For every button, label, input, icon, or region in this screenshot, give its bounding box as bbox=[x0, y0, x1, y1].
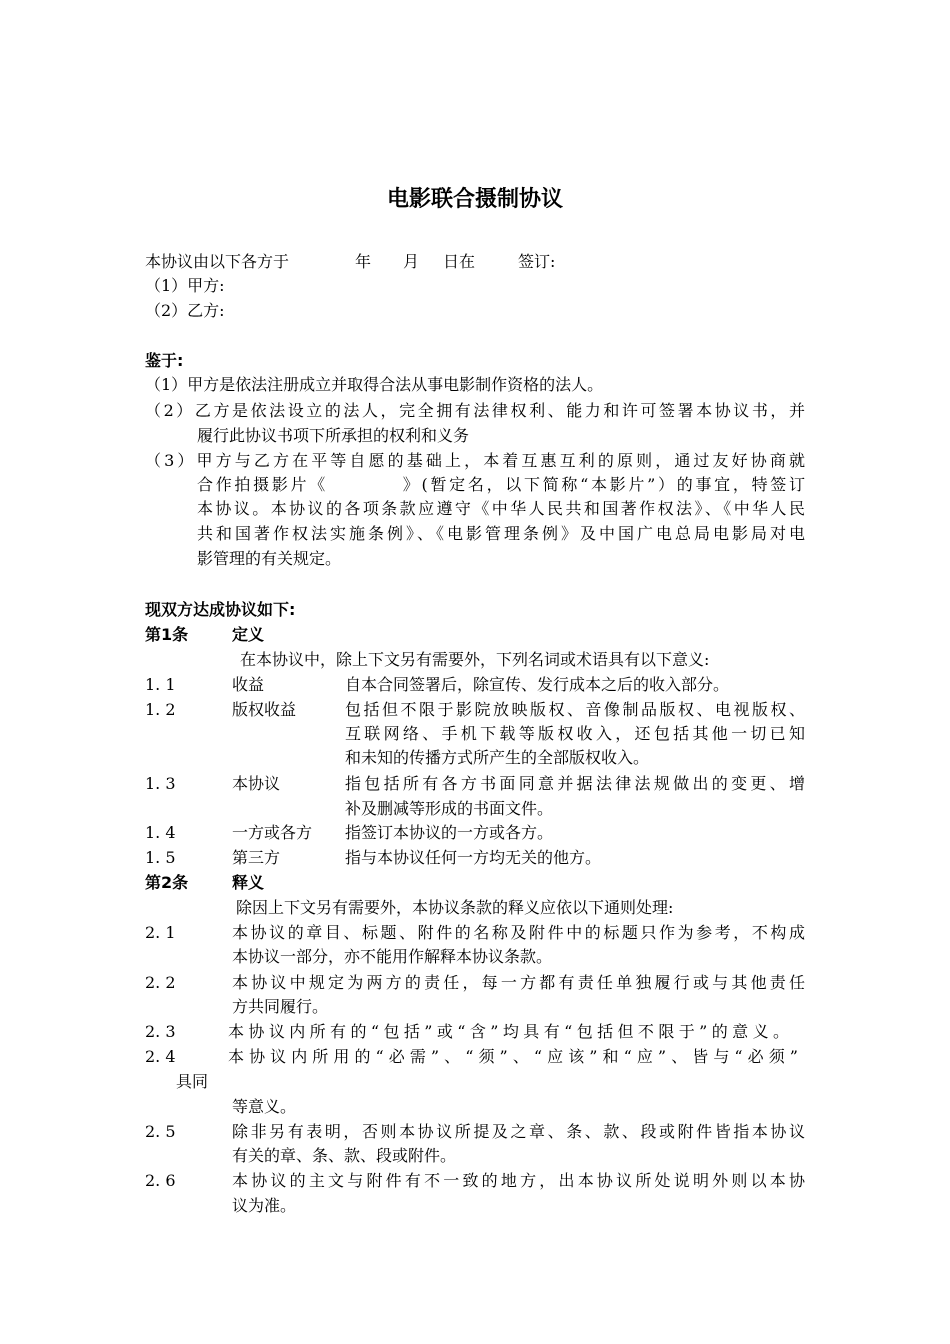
definition-1-2-line-3: 和未知的传播方式所产生的全部版权收入。 bbox=[345, 748, 650, 767]
article-2-number: 第2条 bbox=[145, 873, 189, 892]
whereas-heading: 鉴于: bbox=[145, 351, 184, 370]
definition-1-4-text: 指签订本协议的一方或各方。 bbox=[345, 823, 554, 842]
clause-2-6-number: 2. 6 bbox=[145, 1171, 176, 1190]
definition-1-3-line-2: 补及删减等形成的书面文件。 bbox=[345, 799, 554, 818]
clause-2-6-line-1: 本协议的主文与附件有不一致的地方，出本协议所处说明外则以本协 bbox=[232, 1171, 805, 1190]
definition-1-3-number: 1. 3 bbox=[145, 774, 176, 793]
clause-2-6-line-2: 议为准。 bbox=[232, 1196, 297, 1215]
definition-1-2-line-2: 互联网络、手机下载等版权收入，还包括其他一切已知 bbox=[345, 724, 805, 743]
definition-1-2-term: 版权收益 bbox=[232, 700, 297, 719]
article-1-name: 定义 bbox=[232, 625, 265, 644]
definition-1-2-line-1: 包括但不限于影院放映版权、音像制品版权、电视版权、 bbox=[345, 700, 805, 719]
clause-2-1-line-1: 本协议的章目、标题、附件的名称及附件中的标题只作为参考，不构成 bbox=[232, 923, 805, 942]
document-title: 电影联合摄制协议 bbox=[386, 187, 563, 212]
definition-1-4-term: 一方或各方 bbox=[232, 823, 313, 842]
intro-year: 年 bbox=[355, 252, 372, 271]
whereas-item-3-line-3: 本协议。本协议的各项条款应遵守《中华人民共和国著作权法》、《中华人民 bbox=[197, 499, 805, 518]
article-2-intro: 除因上下文另有需要外，本协议条款的释义应依以下通则处理: bbox=[236, 898, 674, 917]
whereas-item-3-line-1: （3）甲方与乙方在平等自愿的基础上，本着互惠互利的原则，通过友好协商就 bbox=[145, 451, 805, 470]
intro-line bbox=[145, 251, 645, 273]
definition-1-5-number: 1. 5 bbox=[145, 848, 176, 867]
intro-day-at: 日在 bbox=[443, 252, 476, 271]
article-2-name: 释义 bbox=[232, 873, 265, 892]
clause-2-2-number: 2. 2 bbox=[145, 973, 176, 992]
clause-2-5-line-2: 有关的章、条、款、段或附件。 bbox=[232, 1146, 457, 1165]
clause-2-4-number: 2. 4 bbox=[145, 1047, 176, 1066]
clause-2-2-line-1: 本协议中规定为两方的责任，每一方都有责任单独履行或与其他责任 bbox=[232, 973, 805, 992]
definition-1-5-text: 指与本协议任何一方均无关的他方。 bbox=[345, 848, 602, 867]
party-a: （1）甲方: bbox=[145, 276, 225, 295]
clause-2-5-number: 2. 5 bbox=[145, 1122, 176, 1141]
clause-2-3-line-1: 本协议内所有的“包括”或“含”均具有“包括但不限于”的意义。 bbox=[228, 1022, 789, 1041]
article-1-intro: 在本协议中，除上下文另有需要外，下列名词或术语具有以下意义: bbox=[240, 650, 710, 669]
intro-month: 月 bbox=[403, 252, 420, 271]
clause-2-4-line-1: 本协议内所用的“必需”、“须”、“应该”和“应”、皆与“必须” bbox=[228, 1047, 798, 1066]
article-1-number: 第1条 bbox=[145, 625, 189, 644]
clause-2-2-line-2: 方共同履行。 bbox=[232, 997, 329, 1016]
definition-1-1-term: 收益 bbox=[232, 675, 265, 694]
agreed-heading: 现双方达成协议如下: bbox=[145, 600, 296, 619]
whereas-item-3-line-4: 共和国著作权法实施条例》、《电影管理条例》及中国广电总局电影局对电 bbox=[197, 524, 805, 543]
definition-1-3-term: 本协议 bbox=[232, 774, 281, 793]
definition-1-1-text: 自本合同签署后，除宣传、发行成本之后的收入部分。 bbox=[345, 675, 730, 694]
clause-2-4-line-3: 等意义。 bbox=[232, 1097, 297, 1116]
clause-2-1-line-2: 本协议一部分，亦不能用作解释本协议条款。 bbox=[232, 947, 553, 966]
whereas-item-3-line-2: 合作拍摄影片《 》(暂定名，以下简称“本影片”）的事宜，特签订 bbox=[197, 475, 805, 494]
definition-1-2-number: 1. 2 bbox=[145, 700, 176, 719]
intro-lead: 本协议由以下各方于 bbox=[145, 252, 290, 271]
definition-1-1-number: 1. 1 bbox=[145, 675, 176, 694]
clause-2-5-line-1: 除非另有表明，否则本协议所提及之章、条、款、段或附件皆指本协议 bbox=[232, 1122, 805, 1141]
whereas-item-2-line-1: （2）乙方是依法设立的法人，完全拥有法律权利、能力和许可签署本协议书，并 bbox=[145, 401, 805, 420]
definition-1-5-term: 第三方 bbox=[232, 848, 281, 867]
whereas-item-1: （1）甲方是依法注册成立并取得合法从事电影制作资格的法人。 bbox=[145, 375, 604, 394]
definition-1-4-number: 1. 4 bbox=[145, 823, 176, 842]
intro-signed: 签订: bbox=[518, 252, 556, 271]
whereas-item-3-line-5: 影管理的有关规定。 bbox=[197, 549, 342, 568]
clause-2-4-line-2: 具同 bbox=[176, 1072, 209, 1091]
whereas-item-2-line-2: 履行此协议书项下所承担的权利和义务 bbox=[197, 426, 470, 445]
party-b: （2）乙方: bbox=[145, 301, 225, 320]
clause-2-3-number: 2. 3 bbox=[145, 1022, 176, 1041]
clause-2-1-number: 2. 1 bbox=[145, 923, 176, 942]
definition-1-3-line-1: 指包括所有各方书面同意并据法律法规做出的变更、增 bbox=[345, 774, 805, 793]
